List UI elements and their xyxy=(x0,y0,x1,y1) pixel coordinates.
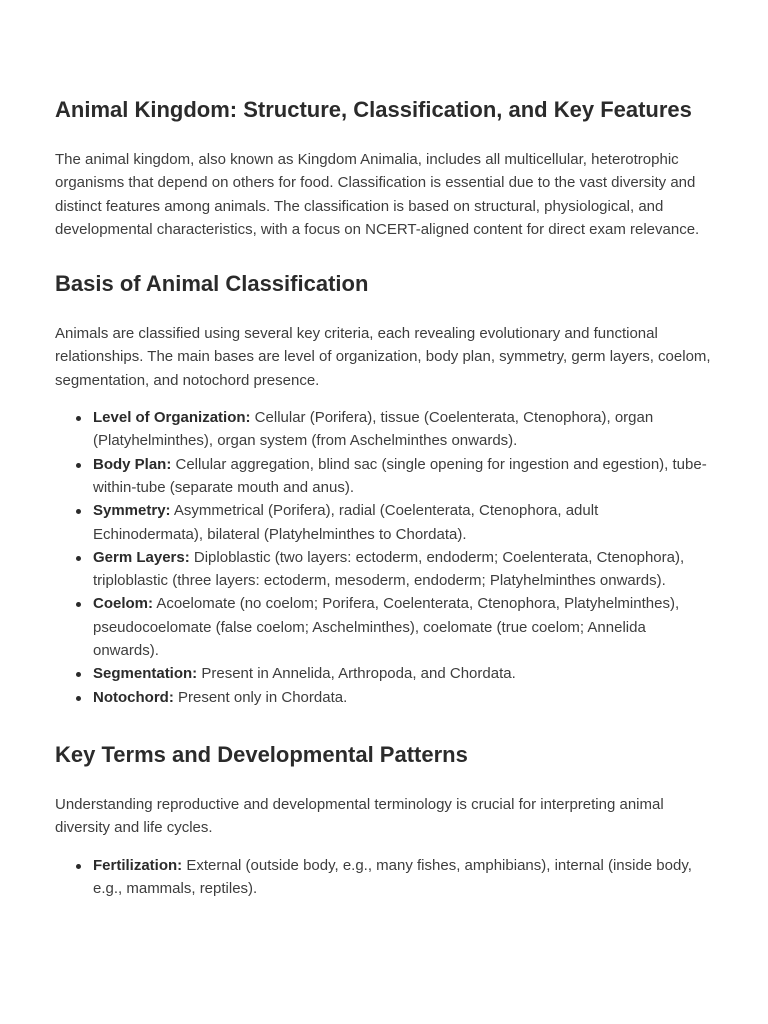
list-item xyxy=(93,499,712,546)
bullet-icon xyxy=(76,672,81,677)
page-title: Animal Kingdom: Structure, Classification, and Key Features xyxy=(55,97,692,122)
intro-paragraph: The animal kingdom, also known as Kingdom Animalia, includes all multicellular, heterotrophic organisms that depend on others for food. Classification is essential due to the vast diversity and distinct features among animals. The classification is based on structural, physiological, and developmental characteristics, with a focus on NCERT-aligned content for direct exam relevance. xyxy=(55,151,700,238)
bullet-icon xyxy=(76,509,81,514)
section-heading-classification: Basis of Animal Classification xyxy=(55,271,369,297)
list-item xyxy=(93,546,712,593)
section-heading-key-terms: Key Terms and Developmental Patterns xyxy=(55,741,468,767)
bullet-icon xyxy=(76,556,81,561)
list-item-text: Diploblastic (two layers: ectoderm, endoderm; Coelenterata, Ctenophora), triploblastic (three layers: ectoderm, mesoderm, endoderm; Platyhelminthes onwards). xyxy=(93,548,685,590)
list-item-term: Coelom: xyxy=(93,595,153,613)
list-item xyxy=(93,592,712,662)
bullet-icon xyxy=(76,463,81,468)
list-item-term: Fertilization: xyxy=(93,856,183,874)
list-item-text: Present in Annelida, Arthropoda, and Chordata. xyxy=(197,665,516,683)
bullet-icon xyxy=(76,696,81,701)
list-item-term: Notochord: xyxy=(93,688,174,706)
list-item-term: Germ Layers: xyxy=(93,548,190,566)
list-item-text: Present only in Chordata. xyxy=(173,688,348,706)
key-terms-list xyxy=(55,854,712,901)
list-item xyxy=(93,662,712,685)
classification-criteria-list xyxy=(55,406,712,709)
list-item xyxy=(93,854,712,901)
list-item-text: External (outside body, e.g., many fishes, amphibians), internal (inside body, e.g., mammals, reptiles). xyxy=(93,856,692,897)
bullet-icon xyxy=(76,416,81,421)
list-item-term: Level of Organization: xyxy=(93,409,251,427)
bullet-icon xyxy=(76,602,81,607)
list-item-text: Asymmetrical (Porifera), radial (Coelenterata, Ctenophora, adult Echinodermata), bilateral (Platyhelminthes to Chordata). xyxy=(93,502,599,543)
section-intro-key-terms: Understanding reproductive and developmental terminology is crucial for interpreting animal diversity and life cycles. xyxy=(55,795,664,837)
list-item xyxy=(93,406,712,453)
list-item-term: Segmentation: xyxy=(93,665,198,683)
list-item-text: Cellular aggregation, blind sac (single opening for ingestion and egestion), tube-within-tube (separate mouth and anus). xyxy=(93,455,707,496)
list-item xyxy=(93,686,712,709)
list-item-text: Acoelomate (no coelom; Porifera, Coelenterata, Ctenophora, Platyhelminthes), pseudocoelomate (false coelom; Aschelminthes), coelomate (true coelom; Annelida onwards). xyxy=(93,595,680,660)
list-item-term: Body Plan: xyxy=(93,455,172,473)
bullet-icon xyxy=(76,864,81,869)
list-item-term: Symmetry: xyxy=(93,502,171,520)
list-item xyxy=(93,453,712,500)
section-intro-classification: Animals are classified using several key criteria, each revealing evolutionary and functional relationships. The main bases are level of organization, body plan, symmetry, germ layers, coelom, segmentation, and notochord presence. xyxy=(55,325,711,389)
list-item-text: Cellular (Porifera), tissue (Coelenterata, Ctenophora), organ (Platyhelminthes), organ system (from Aschelminthes onwards). xyxy=(93,409,654,450)
